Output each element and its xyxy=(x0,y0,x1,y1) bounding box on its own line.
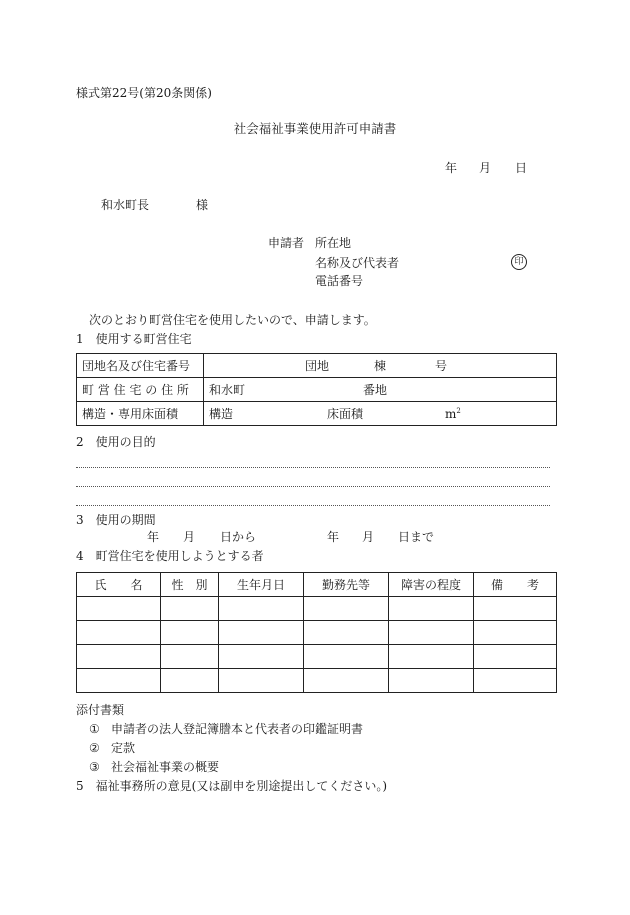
address-value-cell[interactable] xyxy=(204,378,557,402)
cell[interactable] xyxy=(161,669,219,693)
section1-heading: 1 使用する町営住宅 xyxy=(76,332,192,346)
col-birthdate: 生年月日 xyxy=(219,573,304,597)
section3-heading: 3 使用の期間 xyxy=(76,513,156,527)
users-table xyxy=(76,572,557,693)
table-row xyxy=(77,402,557,426)
cell[interactable] xyxy=(219,669,304,693)
table-row xyxy=(77,669,557,693)
cell[interactable] xyxy=(474,645,557,669)
addressee-honorific: 様 xyxy=(196,198,209,212)
purpose-line-3[interactable] xyxy=(76,505,550,506)
section4-heading: 4 町営住宅を使用しようとする者 xyxy=(76,549,264,563)
table-row xyxy=(77,645,557,669)
cell[interactable] xyxy=(304,597,389,621)
purpose-line-2[interactable] xyxy=(76,486,550,487)
table-row xyxy=(77,354,557,378)
cell[interactable] xyxy=(474,669,557,693)
complex-mune: 棟 xyxy=(374,359,387,373)
applicant-address-label: 所在地 xyxy=(315,236,352,250)
address-banchi: 番地 xyxy=(363,383,388,397)
cell[interactable] xyxy=(77,669,161,693)
address-town: 和水町 xyxy=(209,383,246,397)
period-from-month: 月 xyxy=(183,530,196,544)
cell[interactable] xyxy=(389,645,474,669)
attachment-item xyxy=(89,761,219,773)
period-to-day: 日まで xyxy=(398,530,435,544)
cell[interactable] xyxy=(219,621,304,645)
cell[interactable] xyxy=(389,597,474,621)
section2-heading: 2 使用の目的 xyxy=(76,435,156,449)
purpose-line-1[interactable] xyxy=(76,467,550,468)
attachment-text: 申請者の法人登記簿謄本と代表者の印鑑証明書 xyxy=(111,722,364,736)
attachment-text: 社会福祉事業の概要 xyxy=(111,760,220,774)
seal-mark: 印 xyxy=(511,254,527,270)
complex-value-cell[interactable] xyxy=(204,354,557,378)
attachment-item xyxy=(89,723,363,735)
cell[interactable] xyxy=(474,597,557,621)
unit-m: m xyxy=(445,407,457,421)
period-from-day: 日から xyxy=(220,530,257,544)
structure-unit xyxy=(445,408,461,420)
period-from-year: 年 xyxy=(147,530,160,544)
addressee-name: 和水町長 xyxy=(101,198,150,212)
document-title: 社会福祉事業使用許可申請書 xyxy=(233,121,397,136)
section5-heading: 5 福祉事務所の意見(又は副申を別途提出してください。) xyxy=(76,779,388,793)
attachment-num: ① xyxy=(89,722,100,736)
col-disability: 障害の程度 xyxy=(389,573,474,597)
cell[interactable] xyxy=(389,621,474,645)
attachment-text: 定款 xyxy=(111,741,136,755)
form-number: 様式第22号(第20条関係) xyxy=(76,86,212,100)
complex-label: 団地名及び住宅番号 xyxy=(77,354,204,378)
structure-area: 床面積 xyxy=(327,407,364,421)
applicant-label: 申請者 xyxy=(268,236,305,250)
col-gender: 性 別 xyxy=(161,573,219,597)
cell[interactable] xyxy=(77,645,161,669)
cell[interactable] xyxy=(77,597,161,621)
address-label: 町 営 住 宅 の 住 所 xyxy=(77,378,204,402)
applicant-name-label: 名称及び代表者 xyxy=(315,256,400,270)
cell[interactable] xyxy=(77,621,161,645)
attachments-heading: 添付書類 xyxy=(76,703,125,717)
cell[interactable] xyxy=(161,645,219,669)
attachment-num: ③ xyxy=(89,760,100,774)
housing-table xyxy=(76,353,557,426)
table-header-row xyxy=(77,573,557,597)
structure-value-cell[interactable] xyxy=(204,402,557,426)
complex-go: 号 xyxy=(435,359,448,373)
cell[interactable] xyxy=(304,621,389,645)
attachment-item xyxy=(89,742,135,754)
complex-danchi: 団地 xyxy=(305,359,330,373)
cell[interactable] xyxy=(161,597,219,621)
unit-sup: 2 xyxy=(456,407,461,415)
structure-kozo: 構造 xyxy=(209,407,234,421)
structure-label: 構造・専用床面積 xyxy=(77,402,204,426)
cell[interactable] xyxy=(219,597,304,621)
table-row xyxy=(77,378,557,402)
cell[interactable] xyxy=(304,645,389,669)
period-to-year: 年 xyxy=(327,530,340,544)
date-year-label: 年 xyxy=(445,161,458,175)
intro-text: 次のとおり町営住宅を使用したいので、申請します。 xyxy=(89,313,376,327)
col-remarks: 備 考 xyxy=(474,573,557,597)
attachment-num: ② xyxy=(89,741,100,755)
cell[interactable] xyxy=(161,621,219,645)
cell[interactable] xyxy=(219,645,304,669)
period-to-month: 月 xyxy=(362,530,375,544)
table-row xyxy=(77,597,557,621)
date-day-label: 日 xyxy=(515,161,528,175)
cell[interactable] xyxy=(389,669,474,693)
table-row xyxy=(77,621,557,645)
date-month-label: 月 xyxy=(479,161,492,175)
col-name: 氏 名 xyxy=(77,573,161,597)
cell[interactable] xyxy=(304,669,389,693)
applicant-phone-label: 電話番号 xyxy=(315,274,364,288)
cell[interactable] xyxy=(474,621,557,645)
col-workplace: 勤務先等 xyxy=(304,573,389,597)
